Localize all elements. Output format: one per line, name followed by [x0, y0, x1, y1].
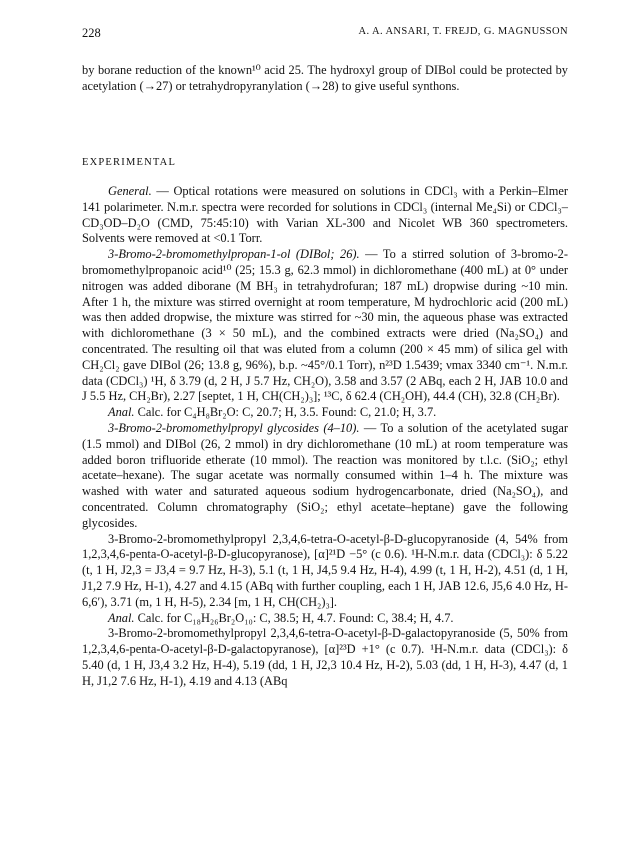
paragraph-dibol [82, 247, 568, 405]
paragraph-lead: General. [108, 184, 152, 198]
paragraph-compound-5 [82, 626, 568, 689]
paragraph-lead: Anal. [108, 405, 135, 420]
intro-paragraph: by borane reduction of the known¹⁰ acid 25. The hydroxyl group of DIBol could be protected by acetylation (→27) or tetrahydropyranylation (→28) to give useful synthons. [82, 63, 568, 93]
section-heading: EXPERIMENTAL [82, 157, 177, 168]
paragraph-lead: 3-Bromo-2-bromomethylpropyl glycosides (4–10). [108, 420, 360, 435]
page-header [82, 26, 568, 42]
paragraph-lead: 3-Bromo-2-bromomethylpropan-1-ol (DIBol; 26). [108, 247, 360, 262]
experimental-section [82, 184, 568, 690]
paragraph-text: 3-Bromo-2-bromomethylpropyl 2,3,4,6-tetra-O-acetyl-β-D-galactopyranoside (5, 50% from 1,2,3,4,6-penta-O-acetyl-β-D-galactopyranose), [α]²³D +1° (c 0.7). ¹H-N.m.r. data (CDCl₃): δ 5.40 (d, 1 H, J3,4 3.2 Hz, H-4), 5.19 (dd, 1 H, J2,3 10.4 Hz, H-2), 5.03 (dd, 1 H, H-3), 4.47 (d, 1 H, J1,2 7.6 Hz, H-1), 4.19 and 4.13 (ABq [82, 626, 568, 688]
paragraph-glycosides [82, 421, 568, 532]
paragraph-lead: Anal. [108, 610, 135, 625]
paragraph-text: Calc. for C₁₈H₂₆Br₂O₁₀: C, 38.5; H, 4.7. Found: C, 38.4; H, 4.7. [134, 610, 454, 625]
paragraph-compound-4 [82, 532, 568, 611]
page-number: 228 [82, 26, 101, 40]
paragraph-text: — Optical rotations were measured on solutions in CDCl₃ with a Perkin–Elmer 141 polarimeter. N.m.r. spectra were recorded for solutions in CDCl₃ (internal Me₄Si) or CDCl₃–CD₃OD–D₂O (CMD, 75:45:10) with Varian XL-300 and Nicolet WB 360 spectrometers. Solvents were removed at <0.1 Torr. [82, 184, 568, 246]
paragraph-text: Calc. for C₄H₈Br₂O: C, 20.7; H, 3.5. Found: C, 21.0; H, 3.7. [134, 405, 437, 420]
paragraph-anal-1 [82, 405, 568, 421]
intro-section [82, 63, 568, 95]
running-head: A. A. ANSARI, T. FREJD, G. MAGNUSSON [358, 26, 568, 37]
paragraph-text: — To a stirred solution of 3-bromo-2-bromomethylpropanoic acid¹⁰ (25; 15.3 g, 62.3 mmol) in dichloromethane (400 mL) at 0° under nitrogen was added diborane (M BH₃ in tetrahydrofuran; 187 mL) dropwise during ~10 min. After 1 h, the mixture was stirred overnight at room temperature, M hydrochloric acid (200 mL) was then added dropwise, the mixture was stirred for ~30 min, the aqueous phase was extracted with dichloromethane (3 × 50 mL), and the combined extracts were dried (Na₂SO₄) and concentrated. The resulting oil that was eluted from a column (200 × 45 mm) of silica gel with CH₂Cl₂ gave DIBol (26; 13.8 g, 96%), b.p. ~45°/0.1 Torr), n²³D 1.5439; νmax 3340 cm⁻¹. N.m.r. data (CDCl₃) ¹H, δ 3.79 (d, 2 H, J 5.7 Hz, CH₂O), 3.58 and 3.57 (2 ABq, each 2 H, JAB 10.0 and J 5.5 Hz, CH₂Br), 2.27 [septet, 1 H, CH(CH₂)₃]; ¹³C, δ 62.4 (CH₂OH), 44.4 (CH), 32.8 (CH₂Br). [82, 247, 568, 404]
paragraph-text: — To a solution of the acetylated sugar (1.5 mmol) and DIBol (26, 2 mmol) in dry dichloromethane (10 mL) at room temperature was added boron trifluoride etherate (10 mmol). The reaction was monitored by t.l.c. (SiO₂; ethyl acetate–hexane). The sugar acetate was normally consumed within 1–4 h. The mixture was washed with water and saturated aqueous sodium hydrogencarbonate, dried (Na₂SO₄), and concentrated. Column chromatography (SiO₂; ethyl acetate–heptane) gave the following glycosides. [82, 420, 568, 530]
paragraph-anal-2 [82, 611, 568, 627]
paragraph-text: 3-Bromo-2-bromomethylpropyl 2,3,4,6-tetra-O-acetyl-β-D-glucopyranoside (4, 54% from 1,2,3,4,6-penta-O-acetyl-β-D-glucopyranose), [α]²¹D −5° (c 0.6). ¹H-N.m.r. data (CDCl₃): δ 5.22 (t, 1 H, J2,3 = J3,4 = 9.7 Hz, H-3), 5.1 (t, 1 H, J4,5 9.4 Hz, H-4), 4.99 (t, 1 H, H-2), 4.51 (d, 1 H, J1,2 7.9 Hz, H-1), 4.27 and 4.15 (ABq with further coupling, each 1 H, JAB 12.6, J5,6 4.0 Hz, H-6,6′), 3.71 (m, 1 H, H-5), 2.34 [m, 1 H, CH(CH₂)₃]. [82, 531, 568, 609]
paragraph-general [82, 184, 568, 247]
